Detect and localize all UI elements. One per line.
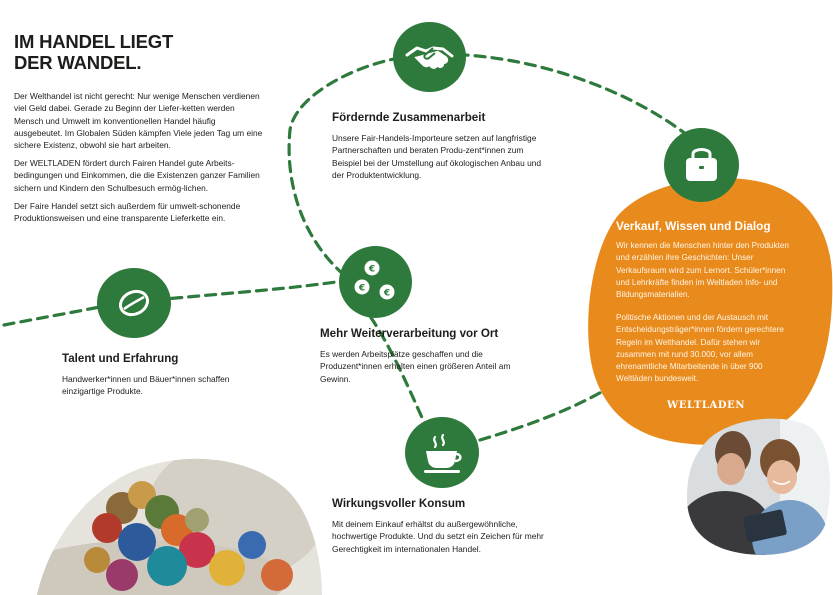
station-title-weiterverarbeitung: Mehr Weiterverarbeitung vor Ort bbox=[320, 327, 499, 340]
svg-text:€: € bbox=[383, 288, 391, 299]
handshake-icon bbox=[393, 22, 466, 92]
station-text-weiterverarbeitung: Es werden Arbeitsplätze geschaffen und die Produzent*innen erhalten einen größeren Anteil am Gewinn. bbox=[320, 349, 511, 384]
station-title-verkauf: Verkauf, Wissen und Dialog bbox=[616, 219, 771, 233]
station-text-verkauf-1: Wir kennen die Menschen hinter den Produkten und erzählen ihre Geschichten: Unser Verkaufsraum wird zum Lernort. Schüler*innen und Lehrkräfte finden im Weltladen Info- und Bildungsmaterialien. bbox=[616, 241, 789, 300]
svg-text:€: € bbox=[358, 283, 366, 294]
weltladen-logo: WELTLADEN bbox=[667, 400, 746, 411]
station-title-talent: Talent und Erfahrung bbox=[62, 352, 179, 365]
intro-paragraph-2: Der WELTLADEN fördert durch Fairen Handel gute Arbeits-bedingungen und Einkommen, die die Existenzen ganzer Familien sichern und Kindern den Schulbesuch ermög-lichen. bbox=[14, 158, 260, 193]
station-text-konsum: Mit deinem Einkauf erhältst du außergewöhnliche, hochwertige Produkte. Und du setzt ein Zeichen für mehr Gerechtigkeit im internationalen Handel. bbox=[332, 519, 544, 554]
page-title bbox=[14, 31, 274, 73]
euro-coins-icon bbox=[339, 246, 412, 318]
coffee-cup-icon bbox=[405, 417, 479, 488]
station-text-foerdernde: Unsere Fair-Handels-Importeure setzen auf langfristige Partnerschaften und beraten Produ-zent*innen zum Beispiel bei der Umstellung auf ökologischen Anbau und der Produktentwicklung. bbox=[332, 133, 542, 181]
svg-text:€: € bbox=[368, 264, 376, 275]
station-title-konsum: Wirkungsvoller Konsum bbox=[332, 497, 466, 510]
shopping-bag-icon bbox=[664, 128, 739, 202]
coffee-bean-icon bbox=[97, 268, 171, 338]
station-title-foerdernde: Fördernde Zusammenarbeit bbox=[332, 111, 486, 124]
page-title-line-1: IM HANDEL LIEGT bbox=[14, 31, 174, 52]
intro-text bbox=[14, 90, 266, 230]
station-text-talent: Handwerker*innen und Bäuer*innen schaffen einzigartige Produkte. bbox=[62, 374, 230, 397]
intro-paragraph-1: Der Welthandel ist nicht gerecht: Nur wenige Menschen verdienen viel Geld dabei. Gerade zu Beginn der Liefer-ketten werden Mensch und Umwelt im konventionellen Handel häufig ausgebeutet. Im Globalen Süden kämpfen Viele jeden Tag um eine sichere Existenz, obwohl sie hart arbeiten. bbox=[14, 91, 263, 151]
page-title-line-2: DER WANDEL. bbox=[14, 52, 142, 73]
intro-paragraph-3: Der Faire Handel setzt sich außerdem für umwelt-schonende Produktionsweisen und eine transparente Lieferkette ein. bbox=[14, 200, 241, 223]
photo-people bbox=[685, 413, 830, 556]
photo-bracelets bbox=[37, 450, 322, 595]
station-text-verkauf-2: Politische Aktionen und der Austausch mit Entscheidungsträger*innen fördern gerechtere Regeln im Welthandel. Dafür stehen wir zusammen mit rund 30.000, vor allem ehrenamtliche Mitarbeitende in über 900 Weltläden bundesweit. bbox=[616, 313, 784, 384]
